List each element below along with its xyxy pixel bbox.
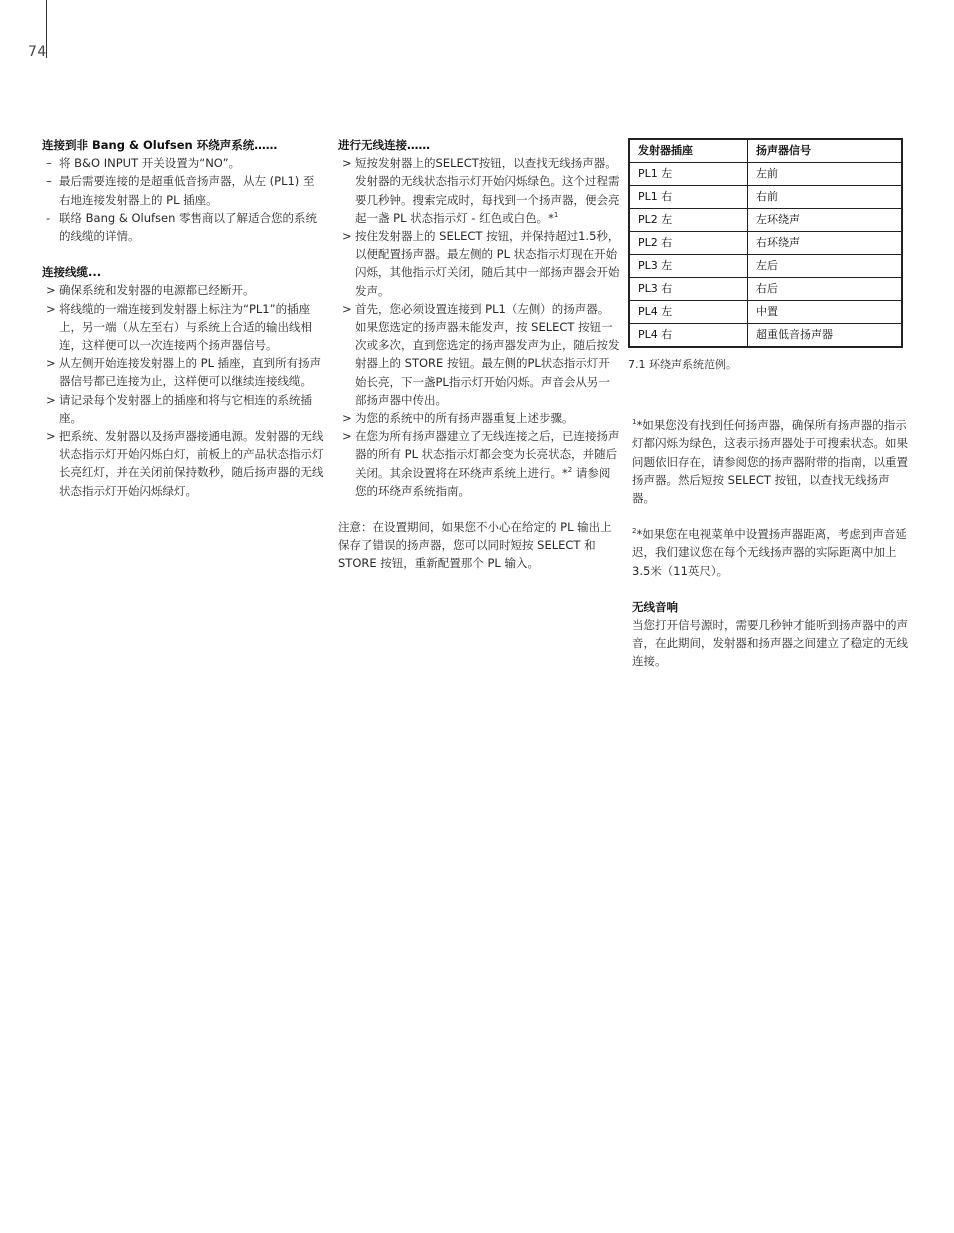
list-item: > 请记录每个发射器上的插座和将与它相连的系统插座。: [46, 392, 312, 425]
section-heading-wireless-audio: 无线音响: [632, 599, 678, 614]
table-caption: 7.1 环绕声系统范例。: [628, 358, 737, 371]
list-wireless-steps: [338, 154, 620, 500]
setup-note: 注意：在设置期间，如果您不小心在给定的 PL 输出上保存了错误的扬声器，您可以同时短按 SELECT 和 STORE 按钮，重新配置那个 PL 输入。: [338, 520, 612, 571]
footnote-2: $^2$*如果您在电视菜单中设置扬声器距离，考虑到声音延迟，我们建议您在每个无线扬声器的实际距离中加上3.5米（11英尺）。: [632, 527, 907, 578]
table-row: PL3 右 右后: [629, 278, 902, 301]
table-row: PL2 左 左环绕声: [629, 209, 902, 232]
table-row: PL1 左 左前: [629, 163, 902, 186]
list-item: > 从左侧开始连接发射器上的 PL 插座，直到所有扬声器信号都已连接为止，这样便可以继续连接线缆。: [46, 356, 322, 389]
list-item: > 在您为所有扬声器建立了无线连接之后，已连接扬声器的所有 PL 状态指示灯都会变为长亮状态，并随后关闭。其余设置将在环绕声系统上进行。*$^2$ 请参阅您的环绕声系统指南。: [342, 429, 620, 498]
list-item: > 短按发射器上的SELECT按钮，以查找无线扬声器。发射器的无线状态指示灯开始闪烁绿色。这个过程需要几秒钟。搜索完成时，每找到一个扬声器，便会亮起一盏 PL 状态指示灯 - 红色或白色。*$^1$: [342, 156, 620, 225]
table-row: PL4 右 超重低音扬声器: [629, 324, 902, 348]
table-row: PL4 左 中置: [629, 301, 902, 324]
footnote-1: $^1$*如果您没有找到任何扬声器，确保所有扬声器的指示灯都闪烁为绿色，这表示扬声器处于可搜索状态。如果问题依旧存在，请参阅您的扬声器附带的指南，以重置扬声器。然后短按 SELECT 按钮，以查找无线扬声器。: [632, 418, 908, 506]
list-item: – 最后需要连接的是超重低音扬声器，从左 (PL1) 至右地连接发射器上的 PL 插座。: [46, 174, 315, 207]
table-row: PL1 右 右前: [629, 186, 902, 209]
list-item: > 首先，您必须设置连接到 PL1（左侧）的扬声器。如果您选定的扬声器未能发声，按 SELECT 按钮一次或多次，直到您选定的扬声器发声为止，随后按发射器上的 STORE 按钮。最左侧的PL状态指示灯开始长亮，下一盏PL指示灯开始闪烁。声音会从另一部扬声器中传出。: [342, 301, 620, 407]
list-cables: [42, 281, 324, 499]
table-row: PL2 右 右环绕声: [629, 232, 902, 255]
table-header: 扬声器信号: [748, 139, 902, 163]
socket-signal-table: [628, 138, 903, 348]
table-header: 发射器插座: [629, 139, 748, 163]
table-header-row: [629, 139, 902, 163]
list-item: > 将线缆的一端连接到发射器上标注为“PL1”的插座上，另一端（从左至右）与系统上合适的输出线相连，这样便可以一次连接两个扬声器信号。: [46, 301, 312, 353]
list-item: – 将 B&O INPUT 开关设置为“NO”。: [46, 156, 241, 171]
section-heading-non-bo: 连接到非 Bang & Olufsen 环绕声系统……: [42, 138, 278, 152]
section-heading-cables: 连接线缆...: [42, 265, 102, 280]
list-item: - 联络 Bang & Olufsen 零售商以了解适合您的系统的线缆的详情。: [46, 210, 318, 244]
list-non-bo: [42, 154, 324, 245]
list-item: > 把系统、发射器以及扬声器接通电源。发射器的无线状态指示灯开始闪烁白灯，前板上的产品状态指示灯长亮红灯，并在关闭前保持数秒，随后扬声器的无线状态指示灯开始闪烁绿灯。: [46, 429, 324, 498]
table-row: PL3 左 左后: [629, 255, 902, 278]
column-middle: [338, 136, 620, 573]
wireless-audio-paragraph: 当您打开信号源时，需要几秒钟才能听到扬声器中的声音，在此期间，发射器和扬声器之间建立了稳定的无线连接。: [632, 618, 908, 669]
column-right: [628, 138, 910, 671]
list-item: > 为您的系统中的所有扬声器重复上述步骤。: [342, 411, 574, 426]
list-item: > 确保系统和发射器的电源都已经断开。: [46, 283, 255, 298]
column-left: [42, 136, 324, 500]
page-number: 74: [28, 44, 47, 60]
list-item: > 按住发射器上的 SELECT 按钮，并保持超过1.5秒，以便配置扬声器。最左侧的 PL 状态指示灯现在开始闪烁，其他指示灯关闭，随后其中一部扬声器会开始发声。: [342, 229, 620, 298]
section-heading-wireless-connect: 进行无线连接……: [338, 138, 430, 152]
